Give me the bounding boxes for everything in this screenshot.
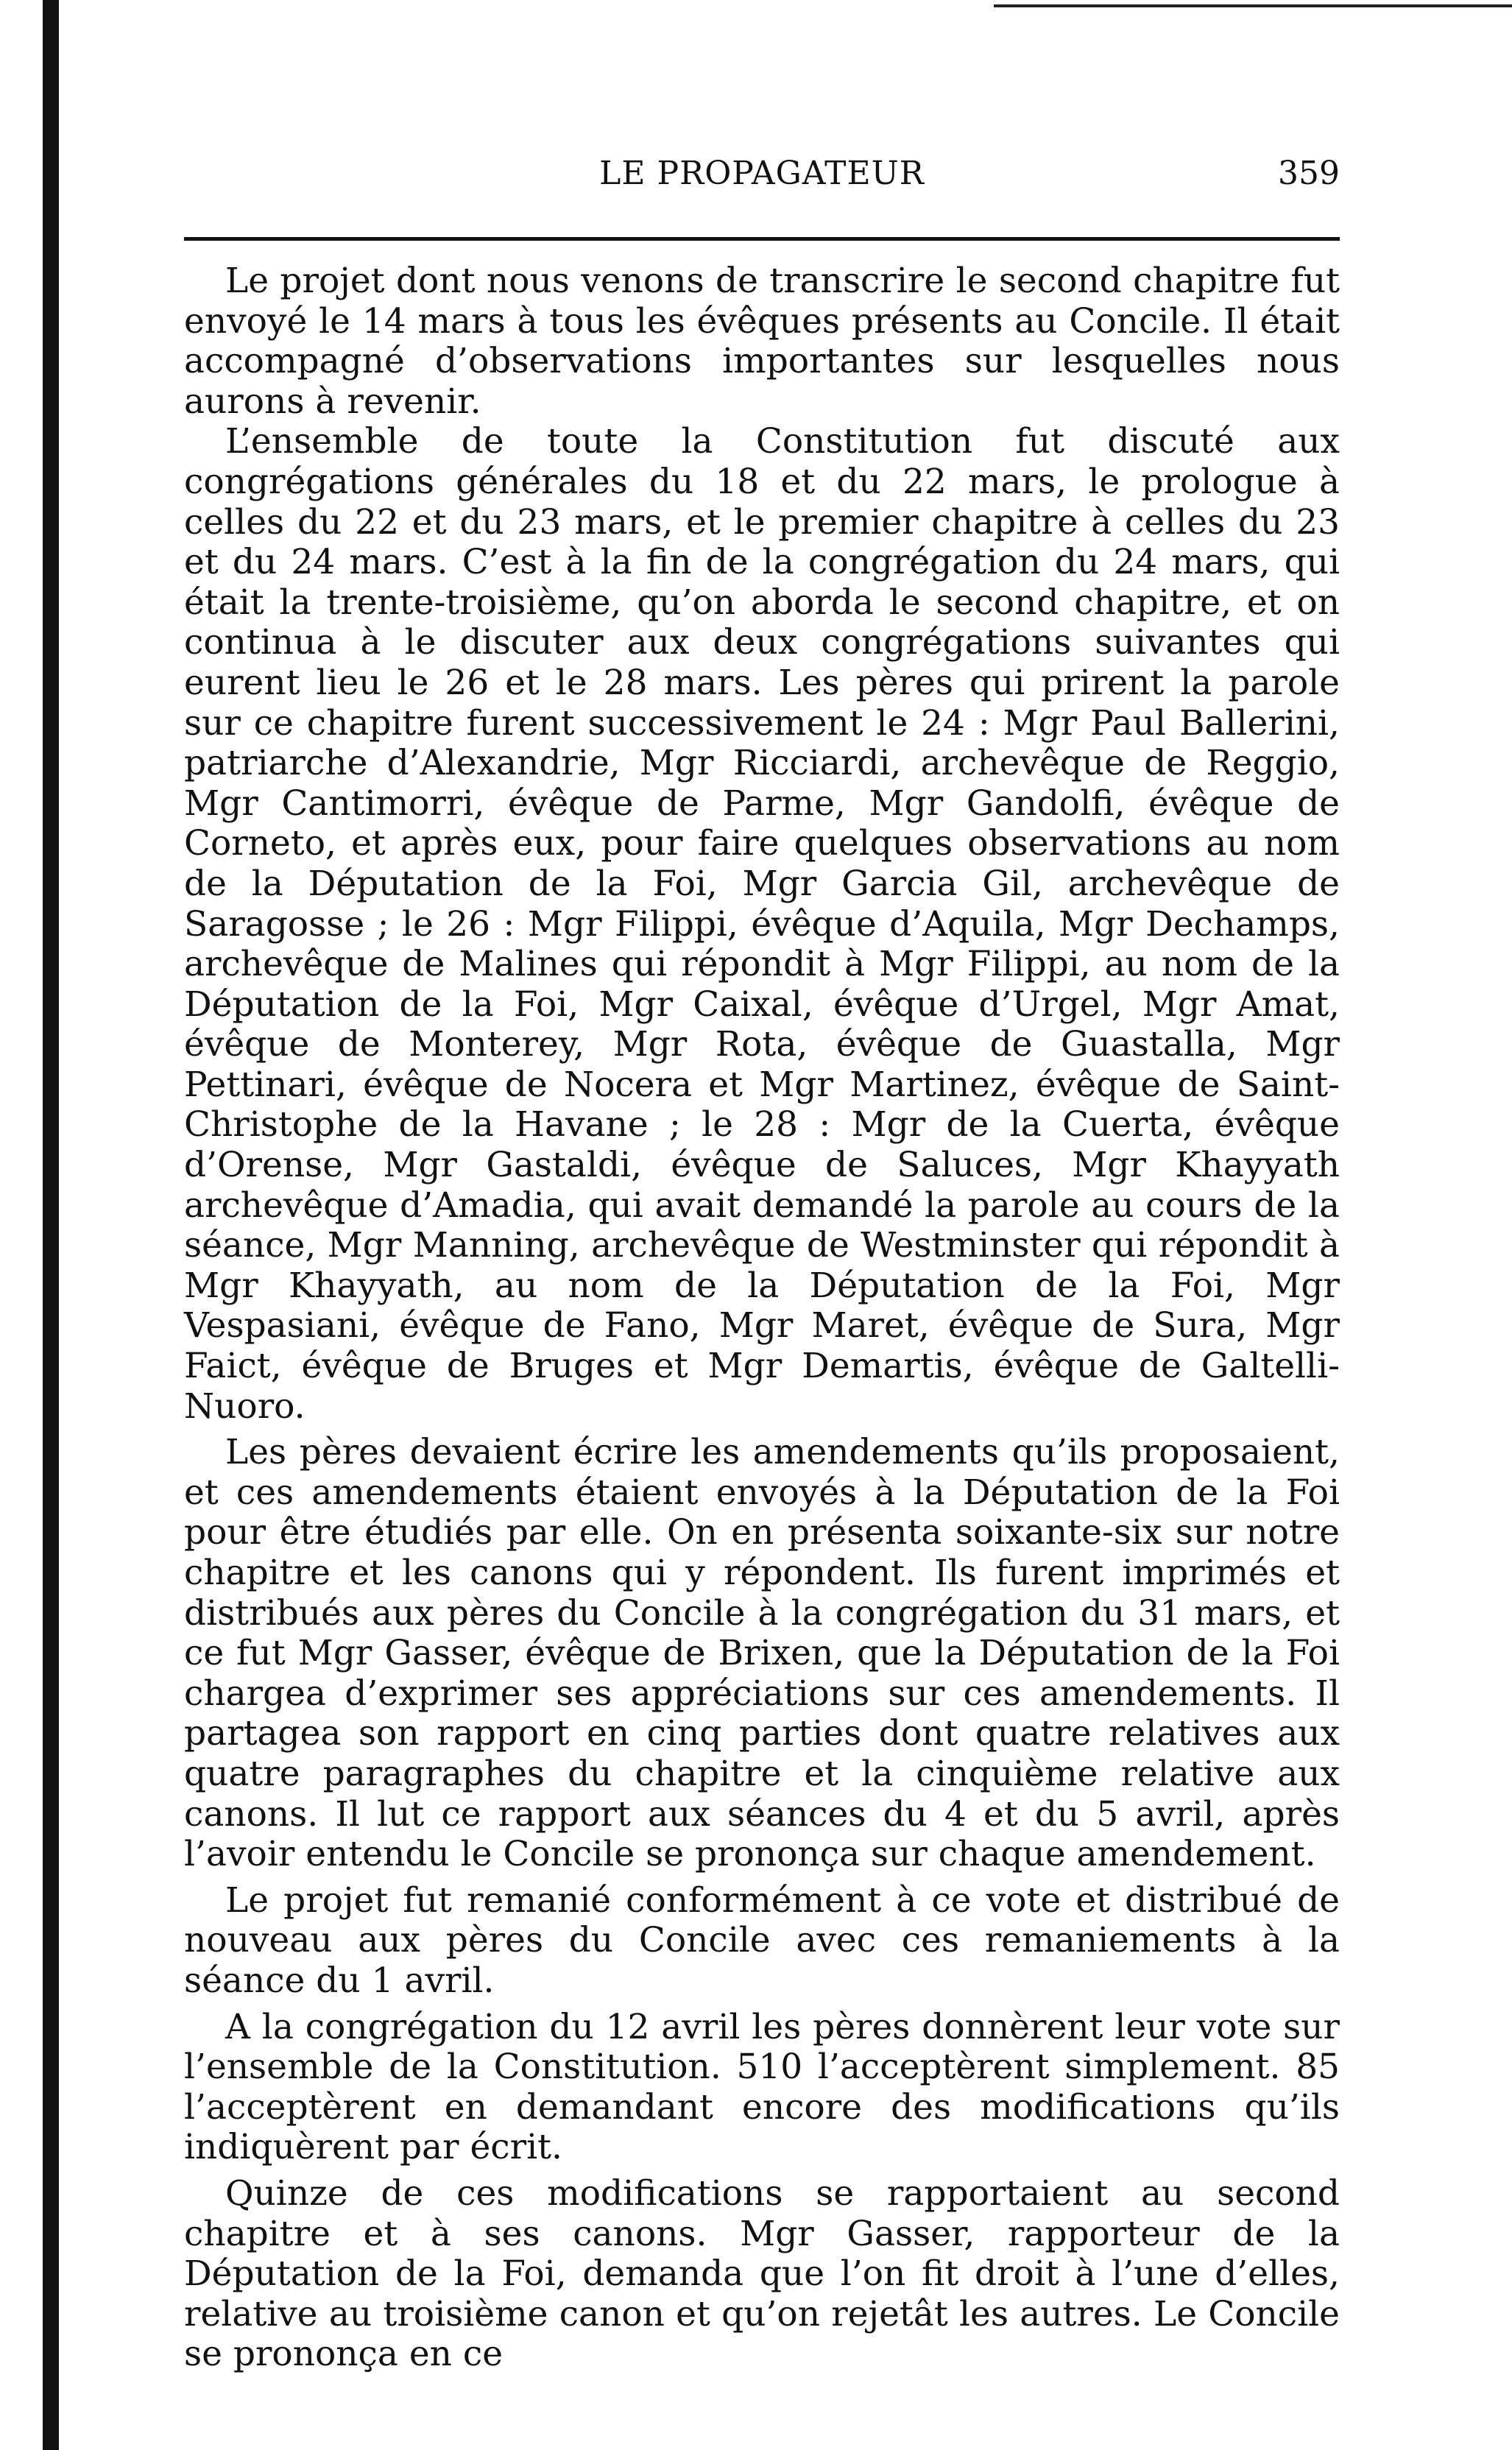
paragraph: Le projet fut remanié conformément à ce vote et distribué de nouveau aux pères du Concile avec ces remaniements à la séance du 1 avril. — [184, 1879, 1340, 2001]
paragraph: L’ensemble de toute la Constitution fut discuté aux congrégations générales du 18 et du 22 mars, le prologue à celles du 22 et du 23 mars, et le premier chapitre à celles du 23 et du 24 mars. C’est à la fin de la congrégation du 24 mars, qui était la trente-troisième, qu’on aborda le second chapitre, et on continua à le discuter aux deux congrégations suivantes qui eurent lieu le 26 et le 28 mars. Les pères qui prirent la parole sur ce chapitre furent successivement le 24 : Mgr Paul Ballerini, patriarche d’Alexandrie, Mgr Ricciardi, archevêque de Reggio, Mgr Cantimorri, évêque de Parme, Mgr Gandolfi, évêque de Corneto, et après eux, pour faire quelques observations au nom de la Députation de la Foi, Mgr Garcia Gil, archevêque de Saragosse ; le 26 : Mgr Filippi, évêque d’Aquila, Mgr Dechamps, archevêque de Malines qui répondit à Mgr Filippi, au nom de la Députation de la Foi, Mgr Caixal, évêque d’Urgel, Mgr Amat, évêque de Monterey, Mgr Rota, évêque de Guastalla, Mgr Pettinari, évêque de Nocera et Mgr Martinez, évêque de Saint-Christophe de la Havane ; le 28 : Mgr de la Cuerta, évêque d’Orense, Mgr Gastaldi, évêque de Saluces, Mgr Khayyath archevêque d’Amadia, qui avait demandé la parole au cours de la séance, Mgr Manning, archevêque de Westminster qui répondit à Mgr Khayyath, au nom de la Députation de la Foi, Mgr Vespasiani, évêque de Fano, Mgr Maret, évêque de Sura, Mgr Faict, évêque de Bruges et Mgr Demartis, évêque de Galtelli-Nuoro. — [184, 421, 1340, 1427]
binding-edge — [43, 0, 59, 2450]
header-rule — [184, 237, 1340, 241]
paragraph: Les pères devaient écrire les amendements qu’ils proposaient, et ces amendements étaient envoyés à la Députation de la Foi pour être étudiés par elle. On en présenta soixante-six sur notre chapitre et les canons qui y répondent. Ils furent imprimés et distribués aux pères du Concile à la congrégation du 31 mars, et ce fut Mgr Gasser, évêque de Brixen, que la Députation de la Foi chargea d’exprimer ses appréciations sur ces amendements. Il partagea son rapport en cinq parties dont quatre relatives aux quatre paragraphes du chapitre et la cinquième relative aux canons. Il lut ce rapport aux séances du 4 et du 5 avril, après l’avoir entendu le Concile se prononça sur chaque amendement. — [184, 1432, 1340, 1875]
paragraph: A la congrégation du 12 avril les pères donnèrent leur vote sur l’ensemble de la Constitution. 510 l’acceptèrent simplement. 85 l’acceptèrent en demandant encore des modifications qu’ils indiquèrent par écrit. — [184, 2006, 1340, 2168]
paragraph: Quinze de ces modifications se rapportaient au second chapitre et à ses canons. Mgr Gasser, rapporteur de la Députation de la Foi, demanda que l’on fit droit à l’une d’elles, relative au troisième canon et qu’on rejetât les autres. Le Concile se prononça en ce — [184, 2172, 1340, 2375]
body-text — [184, 261, 1340, 2381]
page-header — [184, 155, 1340, 206]
page-number: 359 — [1278, 155, 1340, 192]
paragraph: Le projet dont nous venons de transcrire le second chapitre fut envoyé le 14 mars à tous les évêques présents au Concile. Il était accompagné d’observations importantes sur lesquelles nous aurons à revenir. — [184, 261, 1340, 422]
top-edge-rule — [994, 4, 1512, 7]
running-title: LE PROPAGATEUR — [599, 155, 925, 192]
